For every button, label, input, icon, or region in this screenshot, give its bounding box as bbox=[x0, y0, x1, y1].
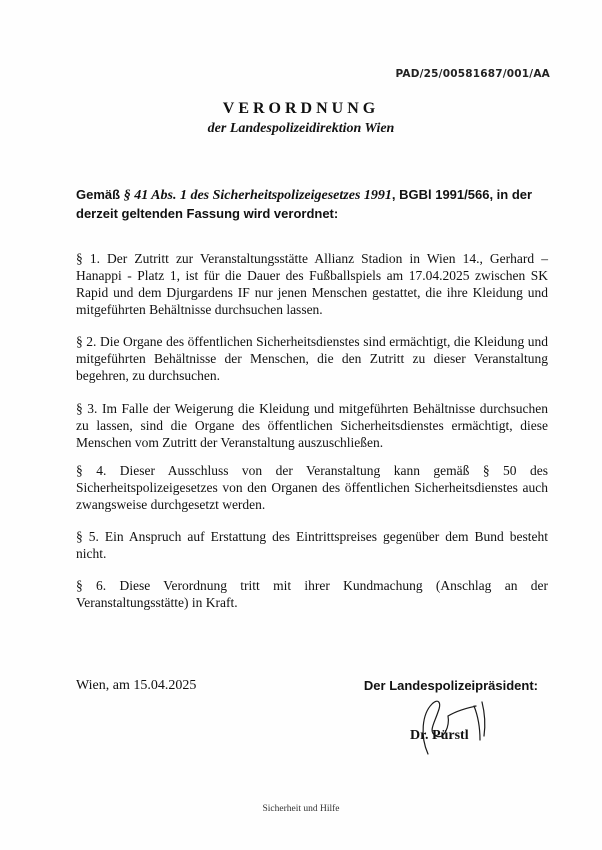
document-title: VERORDNUNG bbox=[222, 100, 380, 117]
handwritten-signature bbox=[398, 696, 498, 756]
paragraph-5: § 5. Ein Anspruch auf Erstattung des Eintrittspreises gegenüber dem Bund besteht nicht. bbox=[76, 529, 548, 561]
paragraph-3: § 3. Im Falle der Weigerung die Kleidung und mitgeführten Behältnisse durchsuchen zu lassen, sind die Organe des öffentlichen Sicherheitsdienstes ermächtigt, diese Menschen vom Zutritt der Veranstaltung auszuschließen. bbox=[76, 401, 548, 450]
signer-title: Der Landespolizeipräsident: bbox=[363, 678, 538, 693]
paragraph-1: § 1. Der Zutritt zur Veranstaltungsstätte Allianz Stadion in Wien 14., Gerhard – Hanappi - Platz 1, ist für die Dauer des Fußballspiels am 17.04.2025 zwischen SK Rapid und dem Djurgardens IF nur jenen Menschen gestattet, die ihre Kleidung und mitgeführten Behältnisse durchsuchen lassen. bbox=[76, 251, 548, 317]
paragraph-6: § 6. Diese Verordnung tritt mit ihrer Kundmachung (Anschlag an der Veranstaltungsstätte) in Kraft. bbox=[76, 578, 548, 610]
document-subtitle: der Landespolizeidirektion Wien bbox=[207, 121, 395, 136]
place-and-date: Wien, am 15.04.2025 bbox=[76, 678, 197, 693]
paragraph-2: § 2. Die Organe des öffentlichen Sicherheitsdienstes sind ermächtigt, die Kleidung und mitgeführten Behältnisse der Menschen, die den Zutritt zu dieser Veranstaltung begehren, zu durchsuchen. bbox=[76, 334, 548, 383]
reference-number: PAD/25/00581687/001/AA bbox=[395, 68, 550, 80]
intro-suffix: , BGBl 1991/566, in der derzeit geltenden Fassung wird verordnet: bbox=[76, 187, 533, 221]
intro-prefix: Gemäß bbox=[76, 187, 124, 202]
legal-basis-intro bbox=[76, 186, 548, 223]
intro-law-reference: § 41 Abs. 1 des Sicherheitspolizeigesetzes 1991 bbox=[123, 188, 392, 203]
signer-name: Dr. Pürstl bbox=[410, 728, 469, 743]
footer-slogan: Sicherheit und Hilfe bbox=[262, 804, 340, 814]
paragraph-4: § 4. Dieser Ausschluss von der Veranstaltung kann gemäß § 50 des Sicherheitspolizeigesetzes von den Organen des öffentlichen Sicherheitsdienstes auch zwangsweise durchgesetzt werden. bbox=[76, 463, 548, 512]
